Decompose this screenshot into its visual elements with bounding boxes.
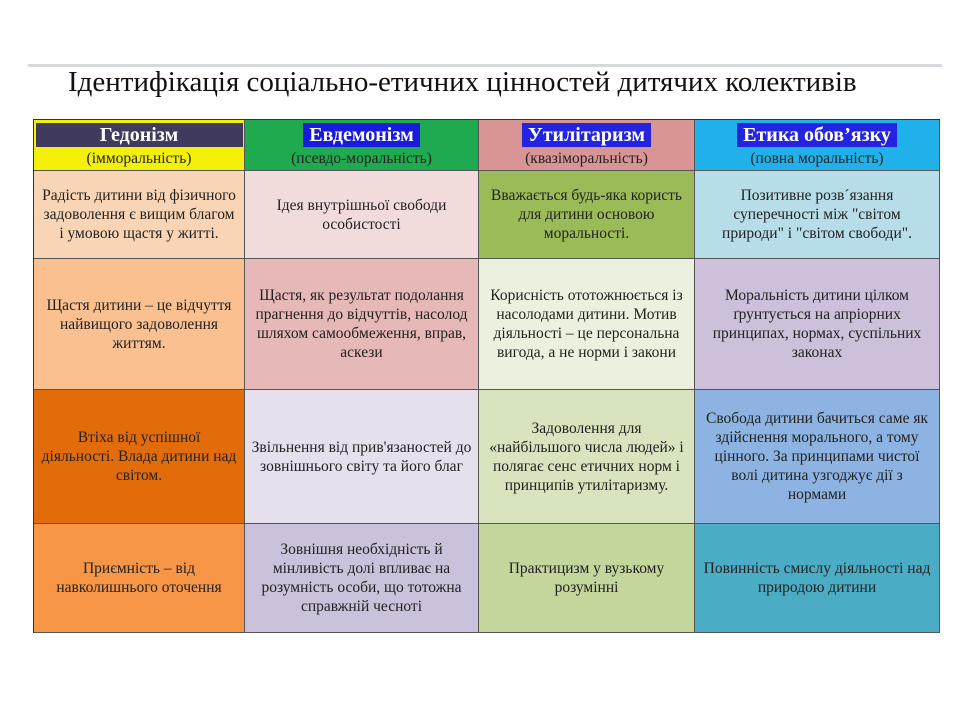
header-utilitarianism bbox=[479, 120, 695, 171]
table-cell: Позитивне розв´язання суперечності між "світом природи" і "світом свободи". bbox=[695, 171, 940, 259]
table-cell: Повинність смислу діяльності над природою дитини bbox=[695, 524, 940, 633]
page-title: Ідентифікація соціально-етичних цінностей дитячих колективів bbox=[68, 66, 857, 98]
table-cell: Втіха від успішної діяльності. Влада дитини над світом. bbox=[34, 390, 245, 524]
table-cell: Радість дитини від фізичного задоволення є вищим благом і умовою щастя у житті. bbox=[34, 171, 245, 259]
header-title: Етика обов’язку bbox=[737, 123, 897, 147]
values-table bbox=[33, 119, 940, 633]
header-title: Гедонізм bbox=[36, 123, 243, 147]
header-hedonism bbox=[34, 120, 245, 171]
table-cell: Щастя, як результат подолання прагнення до відчуттів, насолод шляхом самообмеження, вправ, аскези bbox=[245, 259, 479, 390]
header-ethics-of-duty bbox=[695, 120, 940, 171]
table-cell: Зовнішня необхідність й мінливість долі впливає на розумність особи, що тотожна справжній чесноті bbox=[245, 524, 479, 633]
header-subtitle: (імморальність) bbox=[86, 150, 192, 167]
table-cell: Щастя дитини – це відчуття найвищого задоволення життям. bbox=[34, 259, 245, 390]
header-subtitle: (псевдо-моральність) bbox=[291, 150, 432, 167]
header-subtitle: (повна моральність) bbox=[750, 150, 884, 167]
table-cell: Моральність дитини цілком ґрунтується на апріорних принципах, нормах, суспільних законах bbox=[695, 259, 940, 390]
table-cell: Ідея внутрішньої свободи особистості bbox=[245, 171, 479, 259]
table-cell: Свобода дитини бачиться саме як здійснення морального, а тому цінного. За принципами чистої волі дитина узгоджує дії з нормами bbox=[695, 390, 940, 524]
header-title: Евдемонізм bbox=[303, 123, 419, 147]
table-cell: Приємність – від навколишнього оточення bbox=[34, 524, 245, 633]
table-cell: Корисність ототожнюється із насолодами дитини. Мотив діяльності – це персональна вигода, а не норми і закони bbox=[479, 259, 695, 390]
table-cell: Задоволення для «найбільшого числа людей» і полягає сенс етичних норм і принципів утилітаризму. bbox=[479, 390, 695, 524]
header-eudaemonism bbox=[245, 120, 479, 171]
header-subtitle: (квазіморальність) bbox=[525, 150, 648, 167]
header-title: Утилітаризм bbox=[522, 123, 651, 147]
table-cell: Вважається будь-яка користь для дитини основою моральності. bbox=[479, 171, 695, 259]
table-cell: Звільнення від прив'язаностей до зовнішнього світу та його благ bbox=[245, 390, 479, 524]
table-cell: Практицизм у вузькому розумінні bbox=[479, 524, 695, 633]
